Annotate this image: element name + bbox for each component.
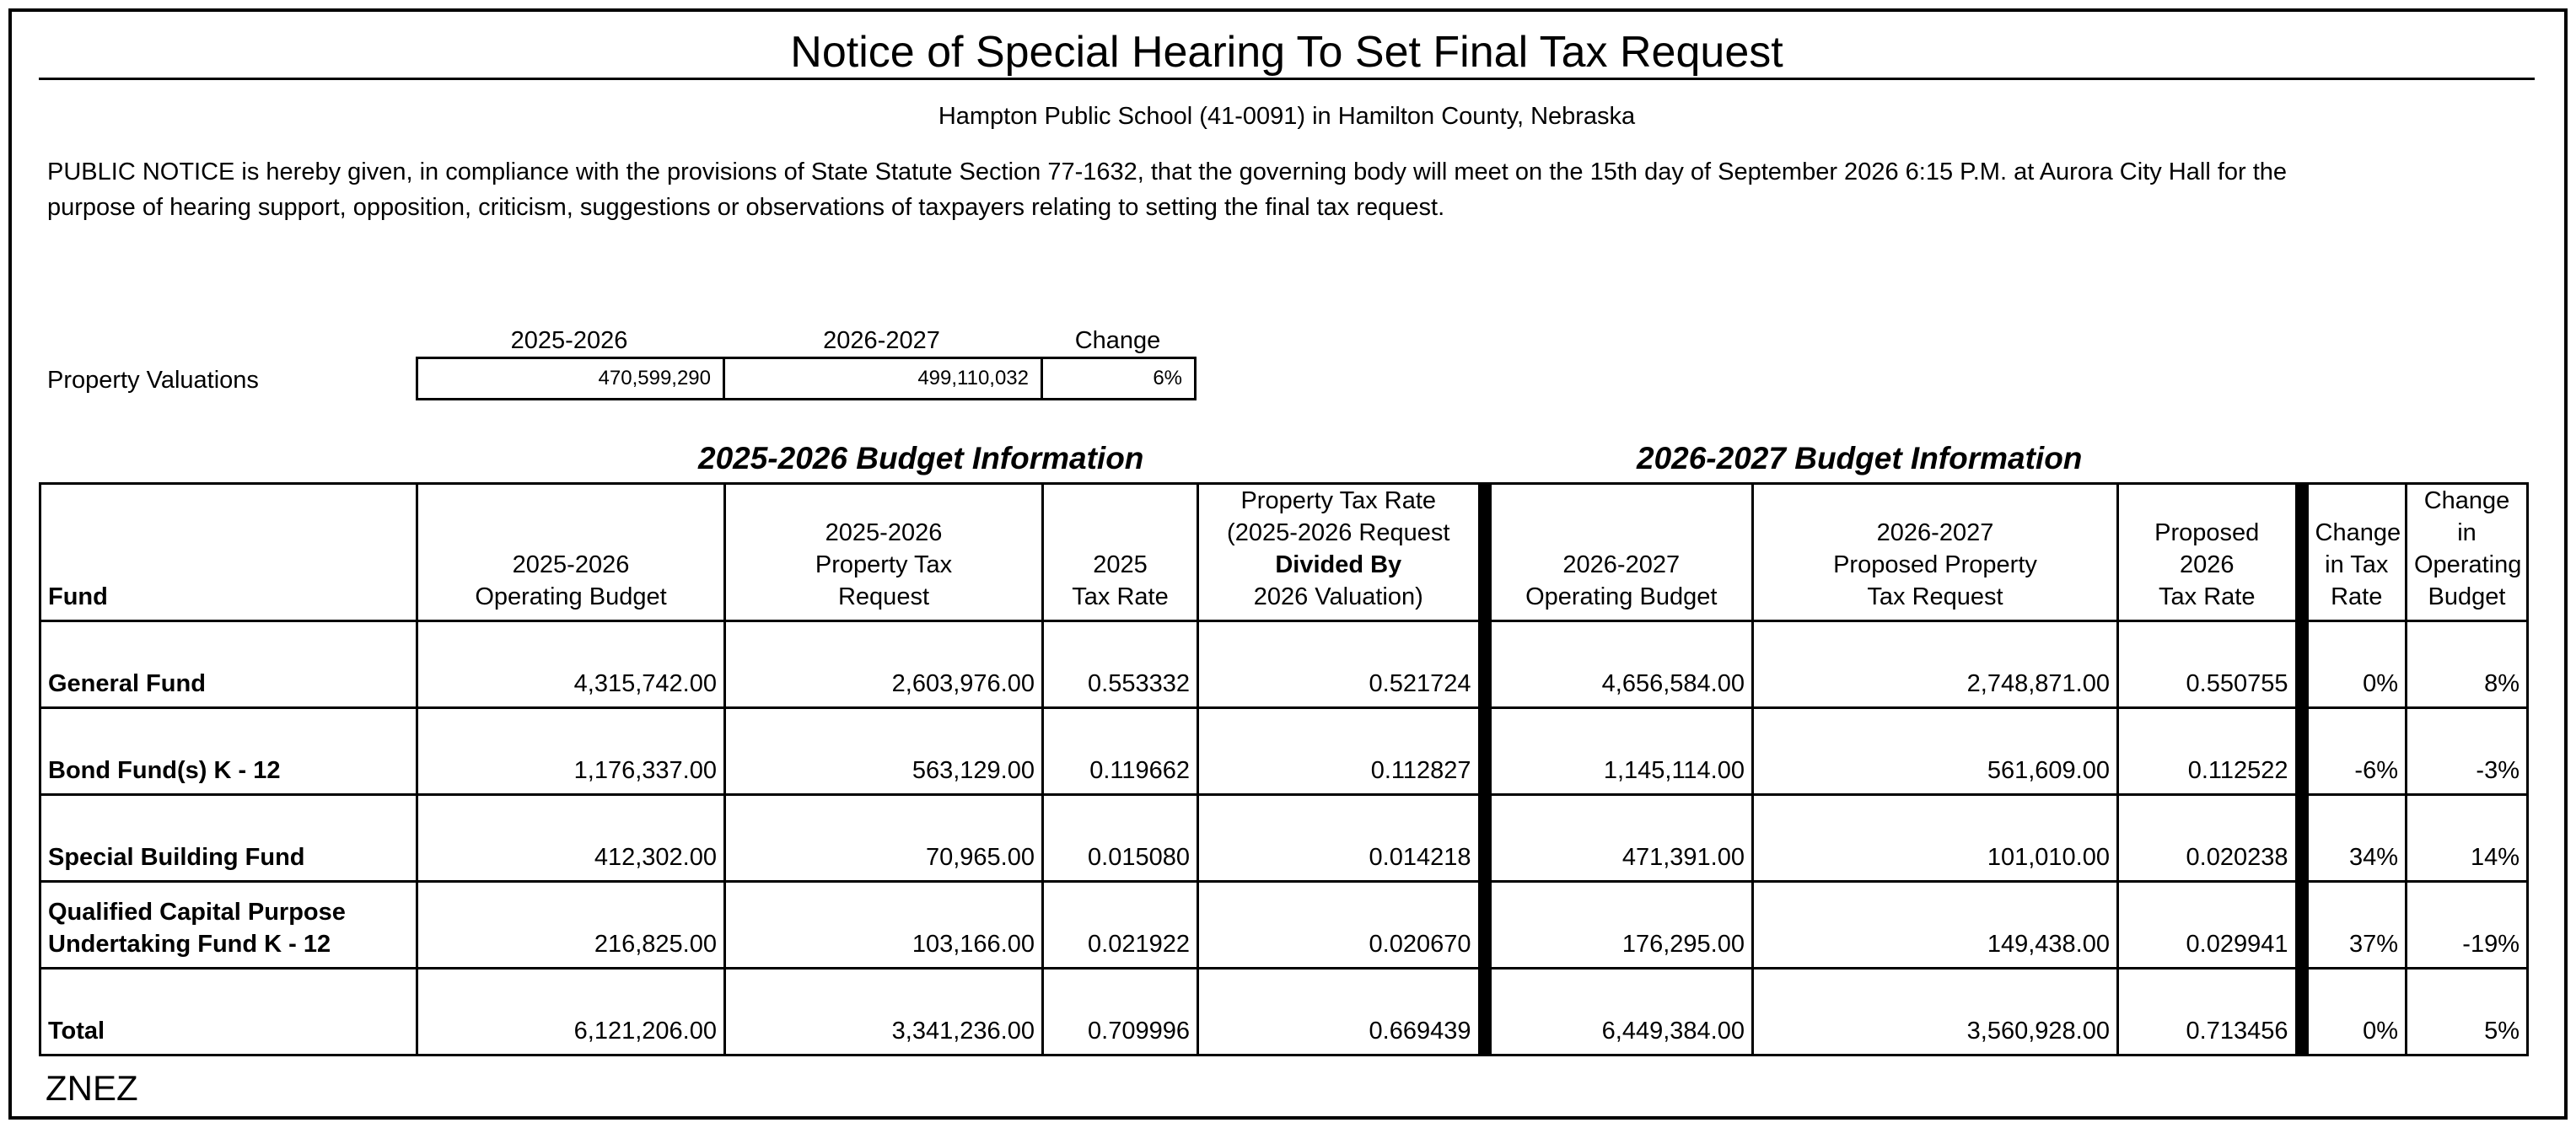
proposed-tax-request-header: 2026-2027 Proposed Property Tax Request: [1753, 484, 2118, 621]
table-cell: 34%: [2302, 795, 2407, 882]
table-cell: 0.709996: [1043, 969, 1198, 1055]
table-cell: 0.020670: [1198, 882, 1485, 969]
table-row: [40, 621, 2528, 708]
table-cell: 0.021922: [1043, 882, 1198, 969]
table-cell: 0.119662: [1043, 708, 1198, 795]
property-valuations-label: Property Valuations: [47, 367, 259, 394]
table-cell: 3,341,236.00: [725, 969, 1043, 1055]
table-cell: 412,302.00: [417, 795, 725, 882]
table-row: [40, 708, 2528, 795]
table-cell: 0.020238: [2118, 795, 2302, 882]
notice-line: PUBLIC NOTICE is hereby given, in compliance with the provisions of State Statute Section 77-1632, that the governing body will meet on the 15th day of September 2026 6:15 P.M. at Aurora City Hall for the: [47, 158, 2288, 185]
table-cell: 5%: [2407, 969, 2528, 1055]
total-row: [40, 969, 2528, 1055]
valuation-header-change: Change: [1074, 327, 1161, 354]
fund-column-header: Fund: [40, 484, 417, 621]
table-cell: 1,176,337.00: [417, 708, 725, 795]
table-cell: 101,010.00: [1753, 795, 2118, 882]
table-cell: 563,129.00: [725, 708, 1043, 795]
computed-rate-header: Property Tax Rate (2025-2026 Request Divided By 2026 Valuation): [1198, 484, 1485, 621]
table-cell: 0.521724: [1198, 621, 1485, 708]
valuation-header-prior: 2025-2026: [510, 327, 628, 354]
table-cell: -6%: [2302, 708, 2407, 795]
table-cell: 1,145,114.00: [1485, 708, 1753, 795]
table-cell: 2,748,871.00: [1753, 621, 2118, 708]
table-cell: 0.015080: [1043, 795, 1198, 882]
valuation-current-value: 499,110,032: [723, 357, 1043, 400]
table-cell: 70,965.00: [725, 795, 1043, 882]
table-cell: 0.553332: [1043, 621, 1198, 708]
footer-code: ZNEZ: [46, 1068, 138, 1108]
table-cell: 8%: [2407, 621, 2528, 708]
change-tax-rate-header: Change in Tax Rate: [2302, 484, 2407, 621]
table-cell: 103,166.00: [725, 882, 1043, 969]
table-cell: -3%: [2407, 708, 2528, 795]
notice-title: Notice of Special Hearing To Set Final Tax Request: [790, 28, 1783, 77]
current-operating-budget-header: 2026-2027 Operating Budget: [1485, 484, 1753, 621]
table-cell: 0.112522: [2118, 708, 2302, 795]
fund-name: General Fund: [40, 621, 417, 708]
table-cell: 6,121,206.00: [417, 969, 725, 1055]
valuation-header-current: 2026-2027: [823, 327, 940, 354]
valuation-prior-value: 470,599,290: [416, 357, 725, 400]
prior-budget-heading: 2025-2026 Budget Information: [698, 441, 1144, 475]
table-cell: 3,560,928.00: [1753, 969, 2118, 1055]
table-cell: 561,609.00: [1753, 708, 2118, 795]
table-cell: 176,295.00: [1485, 882, 1753, 969]
table-cell: 0.713456: [2118, 969, 2302, 1055]
table-cell: 0.014218: [1198, 795, 1485, 882]
table-cell: 6,449,384.00: [1485, 969, 1753, 1055]
table-cell: 14%: [2407, 795, 2528, 882]
table-cell: 2,603,976.00: [725, 621, 1043, 708]
fund-name: Qualified Capital Purpose Undertaking Fund K - 12: [40, 882, 417, 969]
prior-tax-request-header: 2025-2026 Property Tax Request: [725, 484, 1043, 621]
fund-name: Special Building Fund: [40, 795, 417, 882]
table-cell: 37%: [2302, 882, 2407, 969]
current-budget-heading: 2026-2027 Budget Information: [1637, 441, 2083, 475]
table-cell: 0%: [2302, 969, 2407, 1055]
table-cell: 0.550755: [2118, 621, 2302, 708]
table-cell: -19%: [2407, 882, 2528, 969]
table-row: [40, 882, 2528, 969]
table-cell: 4,315,742.00: [417, 621, 725, 708]
notice-line: purpose of hearing support, opposition, criticism, suggestions or observations of taxpayers relating to setting the final tax request.: [47, 194, 1445, 221]
fund-name: Total: [40, 969, 417, 1055]
entity-subtitle: Hampton Public School (41-0091) in Hamilton County, Nebraska: [938, 103, 1636, 130]
table-cell: 0.669439: [1198, 969, 1485, 1055]
change-operating-budget-header: Change in Operating Budget: [2407, 484, 2528, 621]
table-cell: 216,825.00: [417, 882, 725, 969]
table-cell: 0.112827: [1198, 708, 1485, 795]
table-cell: 149,438.00: [1753, 882, 2118, 969]
prior-tax-rate-header: 2025 Tax Rate: [1043, 484, 1198, 621]
budget-table: [39, 482, 2529, 1056]
table-cell: 0.029941: [2118, 882, 2302, 969]
table-cell: 4,656,584.00: [1485, 621, 1753, 708]
public-notice-text: [47, 154, 2526, 225]
prior-operating-budget-header: 2025-2026 Operating Budget: [417, 484, 725, 621]
fund-name: Bond Fund(s) K - 12: [40, 708, 417, 795]
table-cell: 0%: [2302, 621, 2407, 708]
table-row: [40, 795, 2528, 882]
valuation-change-value: 6%: [1041, 357, 1197, 400]
proposed-tax-rate-header: Proposed 2026 Tax Rate: [2118, 484, 2302, 621]
title-divider: [39, 78, 2535, 80]
table-cell: 471,391.00: [1485, 795, 1753, 882]
table-header-row: [40, 484, 2528, 621]
